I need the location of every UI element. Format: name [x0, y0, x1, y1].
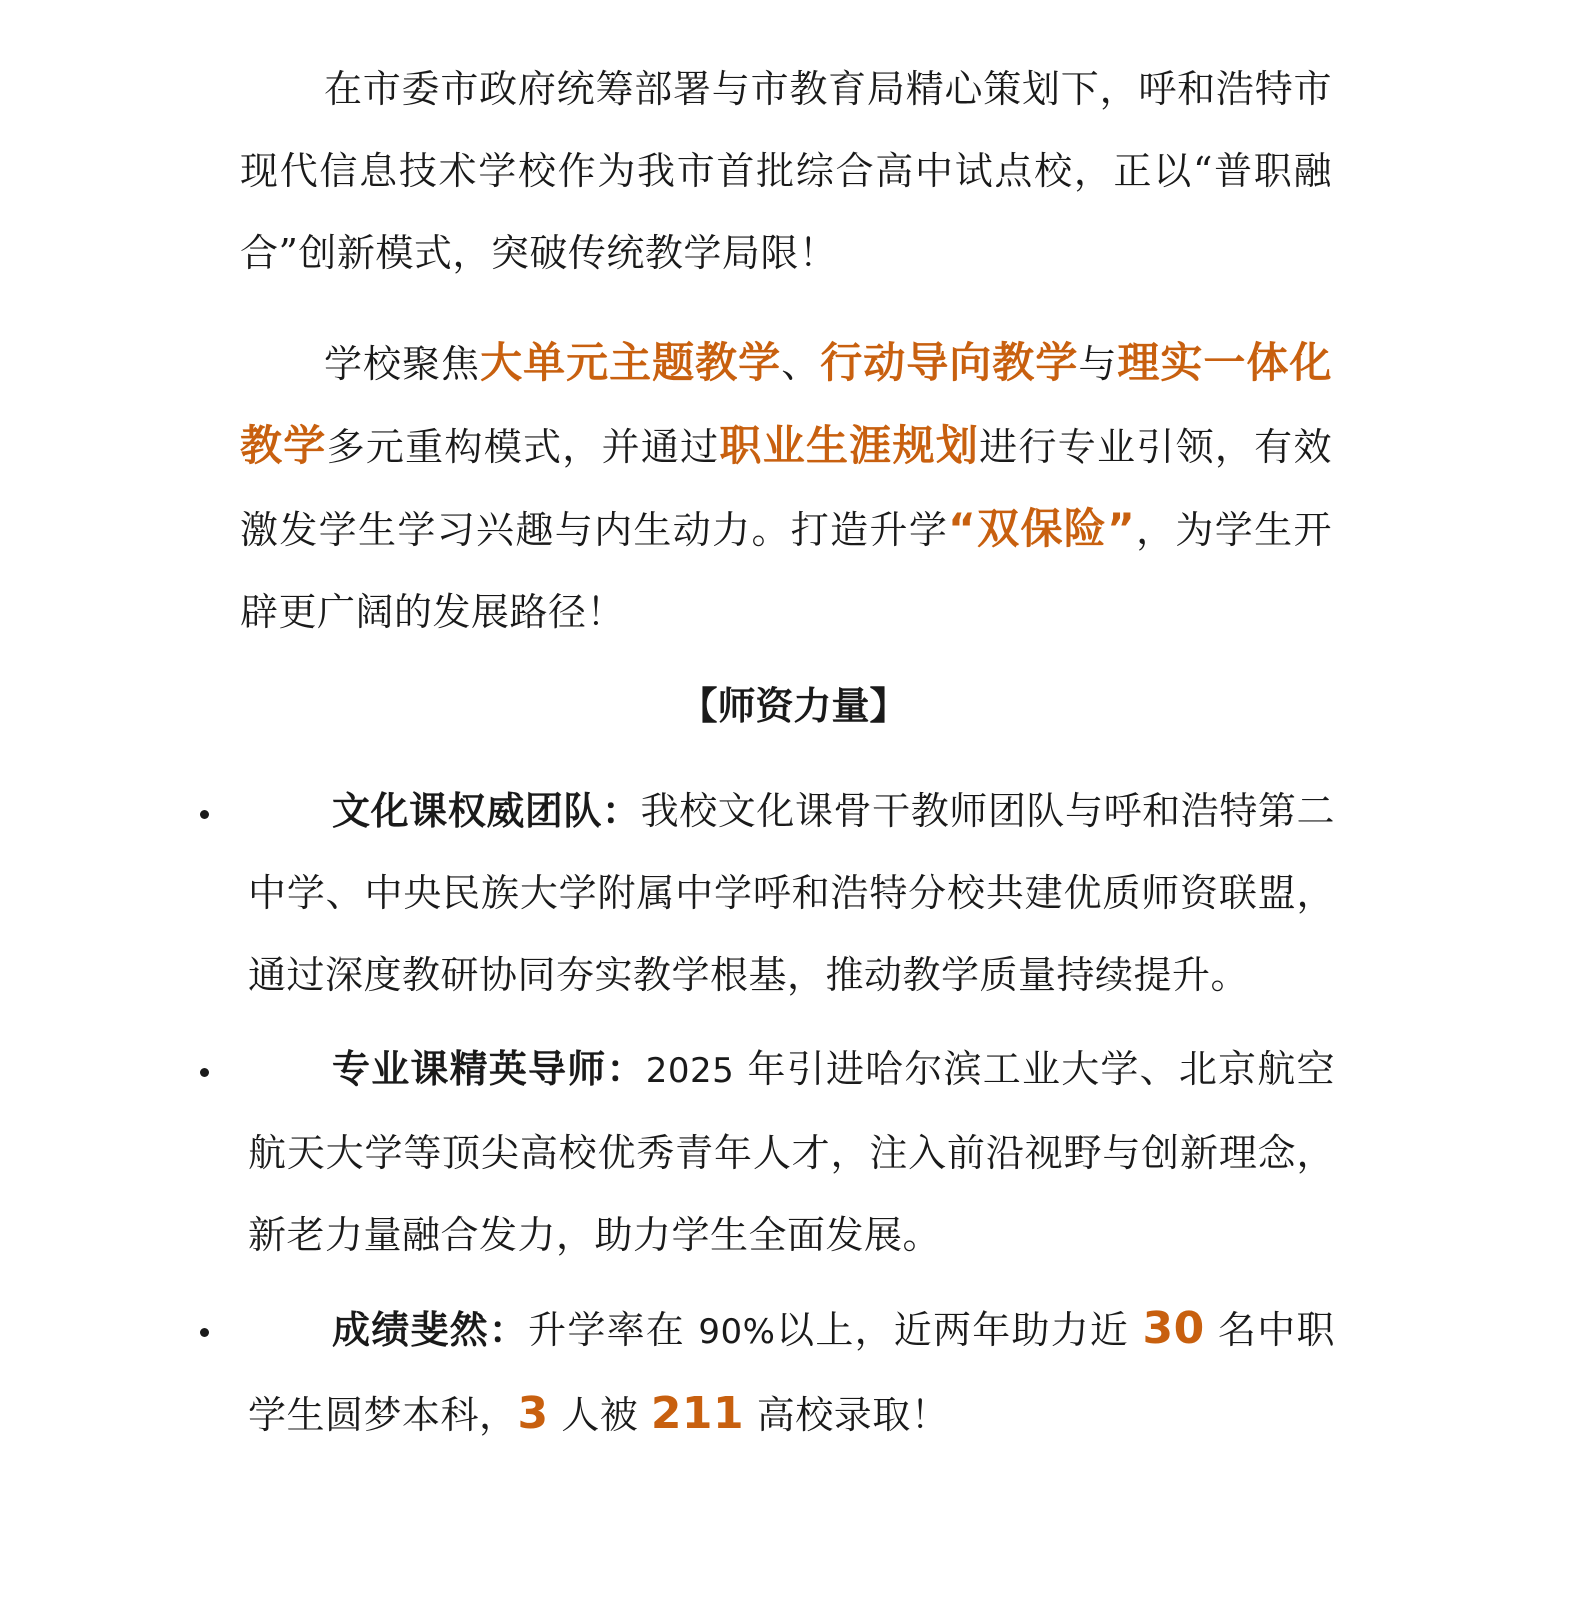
results-text-3: 名中职学生圆梦本科，	[248, 1308, 1335, 1437]
focus-text-4: 多元重构模式，并通过	[326, 425, 720, 469]
bullet-icon	[200, 1328, 209, 1337]
section-title: 【师资力量】	[679, 683, 908, 728]
intro-text: 在市委市政府统筹部署与市教育局精心策划下，呼和浩特市现代信息技术学校作为我市首批综合高中试点校，正以“普职融合”创新模式，突破传统教学局限！	[240, 67, 1332, 275]
intro-paragraph	[240, 48, 1332, 294]
list-item-results	[200, 1288, 1335, 1456]
focus-text-1: 学校聚焦	[324, 342, 481, 386]
results-text-4: 人被	[548, 1393, 651, 1437]
focus-text-3: 与	[1078, 342, 1118, 386]
highlight-integrated-teaching: 理实一体化教学	[240, 338, 1332, 470]
highlight-double-insurance: “双保险”	[948, 504, 1136, 553]
focus-paragraph	[240, 322, 1332, 653]
results-count-undergrad: 30	[1142, 1303, 1205, 1354]
bullet-icon	[200, 810, 209, 819]
major-mentors-text: 年引进哈尔滨工业大学、北京航空航天大学等顶尖高校优秀青年人才，注入前沿视野与创新理念，新老力量融合发力，助力学生全面发展。	[248, 1047, 1335, 1257]
results-text-1: 升学率在	[528, 1308, 699, 1352]
list-item-major-mentors	[200, 1028, 1335, 1276]
culture-team-lead: 文化课权威团队：	[332, 788, 641, 833]
focus-text-2: 、	[781, 342, 821, 386]
major-mentors-year: 2025	[645, 1051, 735, 1091]
highlight-career-planning: 职业生涯规划	[719, 421, 980, 470]
culture-team-text: 我校文化课骨干教师团队与呼和浩特第二中学、中央民族大学附属中学呼和浩特分校共建优质师资联盟，通过深度教研协同夯实教学根基，推动教学质量持续提升。	[248, 789, 1335, 997]
list-item-culture-team	[200, 770, 1335, 1016]
bullet-icon	[200, 1068, 209, 1077]
major-mentors-lead: 专业课精英导师：	[332, 1046, 646, 1091]
faculty-list	[200, 770, 1335, 1468]
results-text-5: 高校录取！	[744, 1393, 950, 1437]
results-rate: 90%	[698, 1312, 776, 1352]
results-211-label: 211	[650, 1388, 745, 1439]
results-text-2: 以上，近两年助力近	[775, 1308, 1143, 1352]
results-count-211: 3	[517, 1388, 549, 1439]
results-lead: 成绩斐然：	[332, 1307, 529, 1352]
highlight-action-teaching: 行动导向教学	[820, 338, 1079, 387]
highlight-unit-teaching: 大单元主题教学	[480, 338, 782, 387]
focus-text-6: ，为学生开辟更广阔的发展路径！	[240, 508, 1332, 634]
focus-text-5: 进行专业引领，有效激发学生学习兴趣与内生动力。打造升学	[240, 425, 1332, 552]
